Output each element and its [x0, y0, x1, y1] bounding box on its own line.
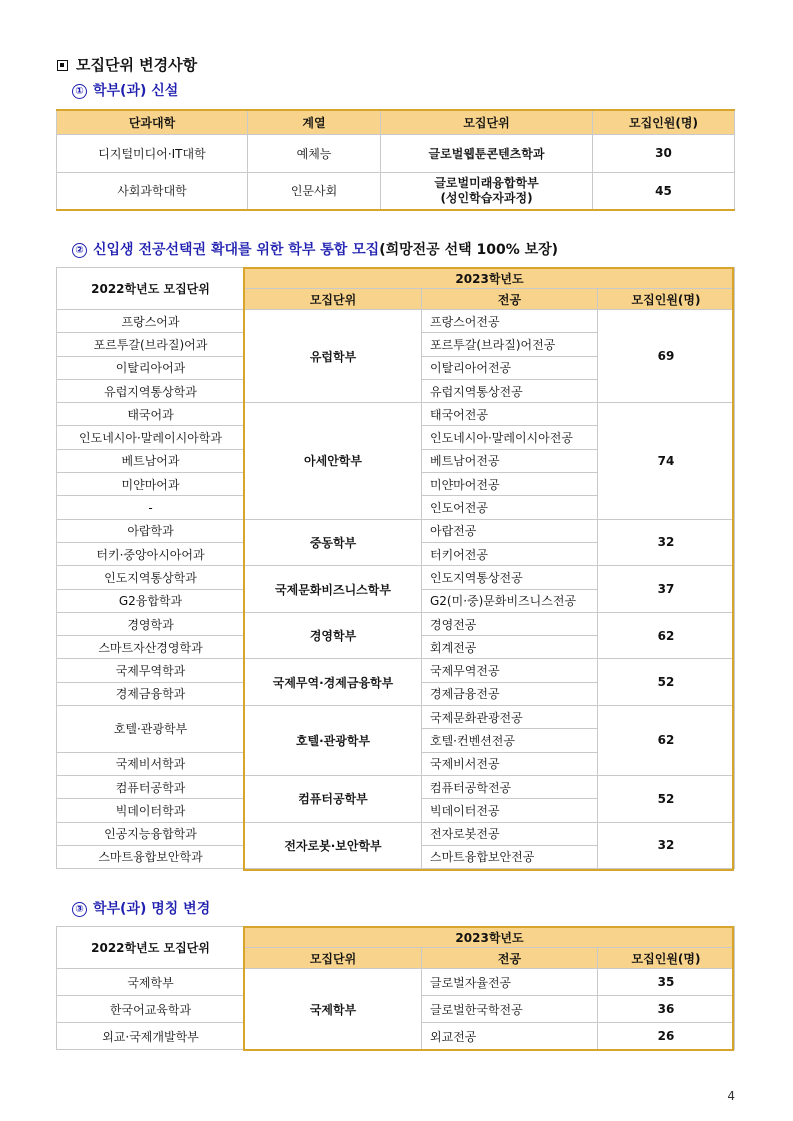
- cell-old-unit: 태국어과: [57, 403, 245, 426]
- cell-old-unit: 스마트자산경영학과: [57, 636, 245, 659]
- cell-major: 인도지역통상전공: [422, 566, 598, 589]
- cell-field: 인문사회: [248, 172, 381, 210]
- section-heading-text: 모집단위 변경사항: [76, 56, 198, 74]
- cell-count: 52: [598, 659, 735, 706]
- table-row: [57, 775, 735, 798]
- cell-old-unit: 국제무역학과: [57, 659, 245, 682]
- cell-major: 이탈리아어전공: [422, 356, 598, 379]
- cell-major: 글로벌한국학전공: [422, 996, 598, 1023]
- cell-old-unit: G2융합학과: [57, 589, 245, 612]
- table-row: [57, 310, 735, 333]
- cell-old-unit: 호텔·관광학부: [57, 706, 245, 753]
- cell-old-unit: 국제학부: [57, 969, 245, 996]
- cell-major: 인도네시아·말레이시아전공: [422, 426, 598, 449]
- col-count: 모집인원(명): [598, 948, 735, 969]
- cell-old-unit: 포르투갈(브라질)어과: [57, 333, 245, 356]
- table-row: [57, 706, 735, 729]
- cell-major: 경영전공: [422, 612, 598, 635]
- col-major: 전공: [422, 948, 598, 969]
- cell-unit: 국제문화비즈니스학부: [245, 566, 422, 613]
- cell-old-unit: 인공지능융합학과: [57, 822, 245, 845]
- col-unit: 모집단위: [245, 948, 422, 969]
- cell-unit: 경영학부: [245, 612, 422, 659]
- cell-major: 빅데이터전공: [422, 799, 598, 822]
- col-field: 계열: [248, 110, 381, 134]
- cell-old-unit: 베트남어과: [57, 449, 245, 472]
- cell-major: 아랍전공: [422, 519, 598, 542]
- cell-major: 글로벌자율전공: [422, 969, 598, 996]
- col-2023: 2023학년도: [245, 927, 735, 948]
- cell-major: 경제금융전공: [422, 682, 598, 705]
- table-row: [57, 134, 735, 172]
- table-row: [57, 659, 735, 682]
- cell-old-unit: 스마트융합보안학과: [57, 845, 245, 868]
- cell-count: 35: [598, 969, 735, 996]
- cell-major: 미얀마어전공: [422, 473, 598, 496]
- table-row: [57, 969, 735, 996]
- cell-count: 32: [598, 822, 735, 869]
- cell-major: 태국어전공: [422, 403, 598, 426]
- cell-count: 69: [598, 310, 735, 403]
- sec1-title: 학부(과) 신설: [93, 83, 179, 99]
- cell-count: 52: [598, 775, 735, 822]
- cell-major: 전자로봇전공: [422, 822, 598, 845]
- cell-unit: 호텔·관광학부: [245, 706, 422, 776]
- sec3-heading: [72, 898, 210, 918]
- cell-old-unit: -: [57, 496, 245, 519]
- cell-major: 유럽지역통상전공: [422, 379, 598, 402]
- cell-unit: 전자로봇·보안학부: [245, 822, 422, 869]
- integrated-recruit-table: [56, 267, 735, 869]
- cell-old-unit: 경제금융학과: [57, 682, 245, 705]
- cell-field: 예체능: [248, 134, 381, 172]
- cell-old-unit: 미얀마어과: [57, 473, 245, 496]
- cell-college: 사회과학대학: [57, 172, 248, 210]
- col-count: 모집인원(명): [593, 110, 735, 134]
- cell-unit: 글로벌미래융합학부 (성인학습자과정): [381, 172, 593, 210]
- new-units-table: [56, 109, 735, 211]
- cell-count: 62: [598, 706, 735, 776]
- col-unit: 모집단위: [245, 289, 422, 310]
- sec3-title: 학부(과) 명칭 변경: [93, 901, 211, 917]
- cell-old-unit: 빅데이터학과: [57, 799, 245, 822]
- sec2-title-note: (희망전공 선택 100% 보장): [379, 242, 559, 258]
- table-row: [57, 172, 735, 210]
- col-2022-units: 2022학년도 모집단위: [57, 268, 245, 310]
- col-count: 모집인원(명): [598, 289, 735, 310]
- cell-major: 스마트융합보안전공: [422, 845, 598, 868]
- cell-major: G2(미·중)문화비즈니스전공: [422, 589, 598, 612]
- cell-count: 32: [598, 519, 735, 566]
- table-row: [57, 566, 735, 589]
- cell-count: 74: [598, 403, 735, 519]
- cell-major: 외교전공: [422, 1023, 598, 1050]
- cell-count: 30: [593, 134, 735, 172]
- cell-unit: 아세안학부: [245, 403, 422, 519]
- table-row: [57, 822, 735, 845]
- cell-count: 36: [598, 996, 735, 1023]
- cell-major: 국제비서전공: [422, 752, 598, 775]
- cell-unit: 유럽학부: [245, 310, 422, 403]
- cell-major: 프랑스어전공: [422, 310, 598, 333]
- cell-major: 호텔·컨벤션전공: [422, 729, 598, 752]
- section-heading: [57, 54, 197, 75]
- cell-old-unit: 경영학과: [57, 612, 245, 635]
- cell-old-unit: 컴퓨터공학과: [57, 775, 245, 798]
- square-bullet-icon: [57, 60, 68, 71]
- sec2-title: 신입생 전공선택권 확대를 위한 학부 통합 모집: [93, 242, 380, 258]
- cell-count: 62: [598, 612, 735, 659]
- cell-major: 컴퓨터공학전공: [422, 775, 598, 798]
- col-2023: 2023학년도: [245, 268, 735, 289]
- cell-old-unit: 아랍학과: [57, 519, 245, 542]
- cell-unit: 중동학부: [245, 519, 422, 566]
- cell-major: 국제문화관광전공: [422, 706, 598, 729]
- cell-old-unit: 국제비서학과: [57, 752, 245, 775]
- cell-unit: 글로벌웹툰콘텐츠학과: [381, 134, 593, 172]
- col-2022-units: 2022학년도 모집단위: [57, 927, 245, 969]
- cell-count: 45: [593, 172, 735, 210]
- cell-unit: 국제무역·경제금융학부: [245, 659, 422, 706]
- cell-old-unit: 이탈리아어과: [57, 356, 245, 379]
- cell-old-unit: 인도네시아·말레이시아학과: [57, 426, 245, 449]
- col-major: 전공: [422, 289, 598, 310]
- cell-count: 26: [598, 1023, 735, 1050]
- cell-old-unit: 외교·국제개발학부: [57, 1023, 245, 1050]
- cell-unit: 컴퓨터공학부: [245, 775, 422, 822]
- cell-old-unit: 인도지역통상학과: [57, 566, 245, 589]
- cell-college: 디지털미디어·IT대학: [57, 134, 248, 172]
- table-row: [57, 519, 735, 542]
- cell-count: 37: [598, 566, 735, 613]
- col-college: 단과대학: [57, 110, 248, 134]
- cell-major: 베트남어전공: [422, 449, 598, 472]
- cell-old-unit: 한국어교육학과: [57, 996, 245, 1023]
- page-number: 4: [727, 1089, 735, 1103]
- cell-major: 포르투갈(브라질)어전공: [422, 333, 598, 356]
- renamed-units-table: [56, 926, 735, 1050]
- table-row: [57, 403, 735, 426]
- circled-number-icon: ①: [72, 84, 87, 99]
- sec2-heading: [72, 239, 558, 259]
- cell-old-unit: 유럽지역통상학과: [57, 379, 245, 402]
- cell-major: 인도어전공: [422, 496, 598, 519]
- circled-number-icon: ②: [72, 243, 87, 258]
- circled-number-icon: ③: [72, 902, 87, 917]
- cell-old-unit: 터키·중앙아시아어과: [57, 542, 245, 565]
- integrated-table-body: [57, 310, 735, 869]
- cell-old-unit: 프랑스어과: [57, 310, 245, 333]
- col-unit: 모집단위: [381, 110, 593, 134]
- table-row: [57, 612, 735, 635]
- cell-major: 국제무역전공: [422, 659, 598, 682]
- sec1-heading: [72, 80, 178, 100]
- cell-major: 터키어전공: [422, 542, 598, 565]
- cell-unit: 국제학부: [245, 969, 422, 1050]
- cell-major: 회계전공: [422, 636, 598, 659]
